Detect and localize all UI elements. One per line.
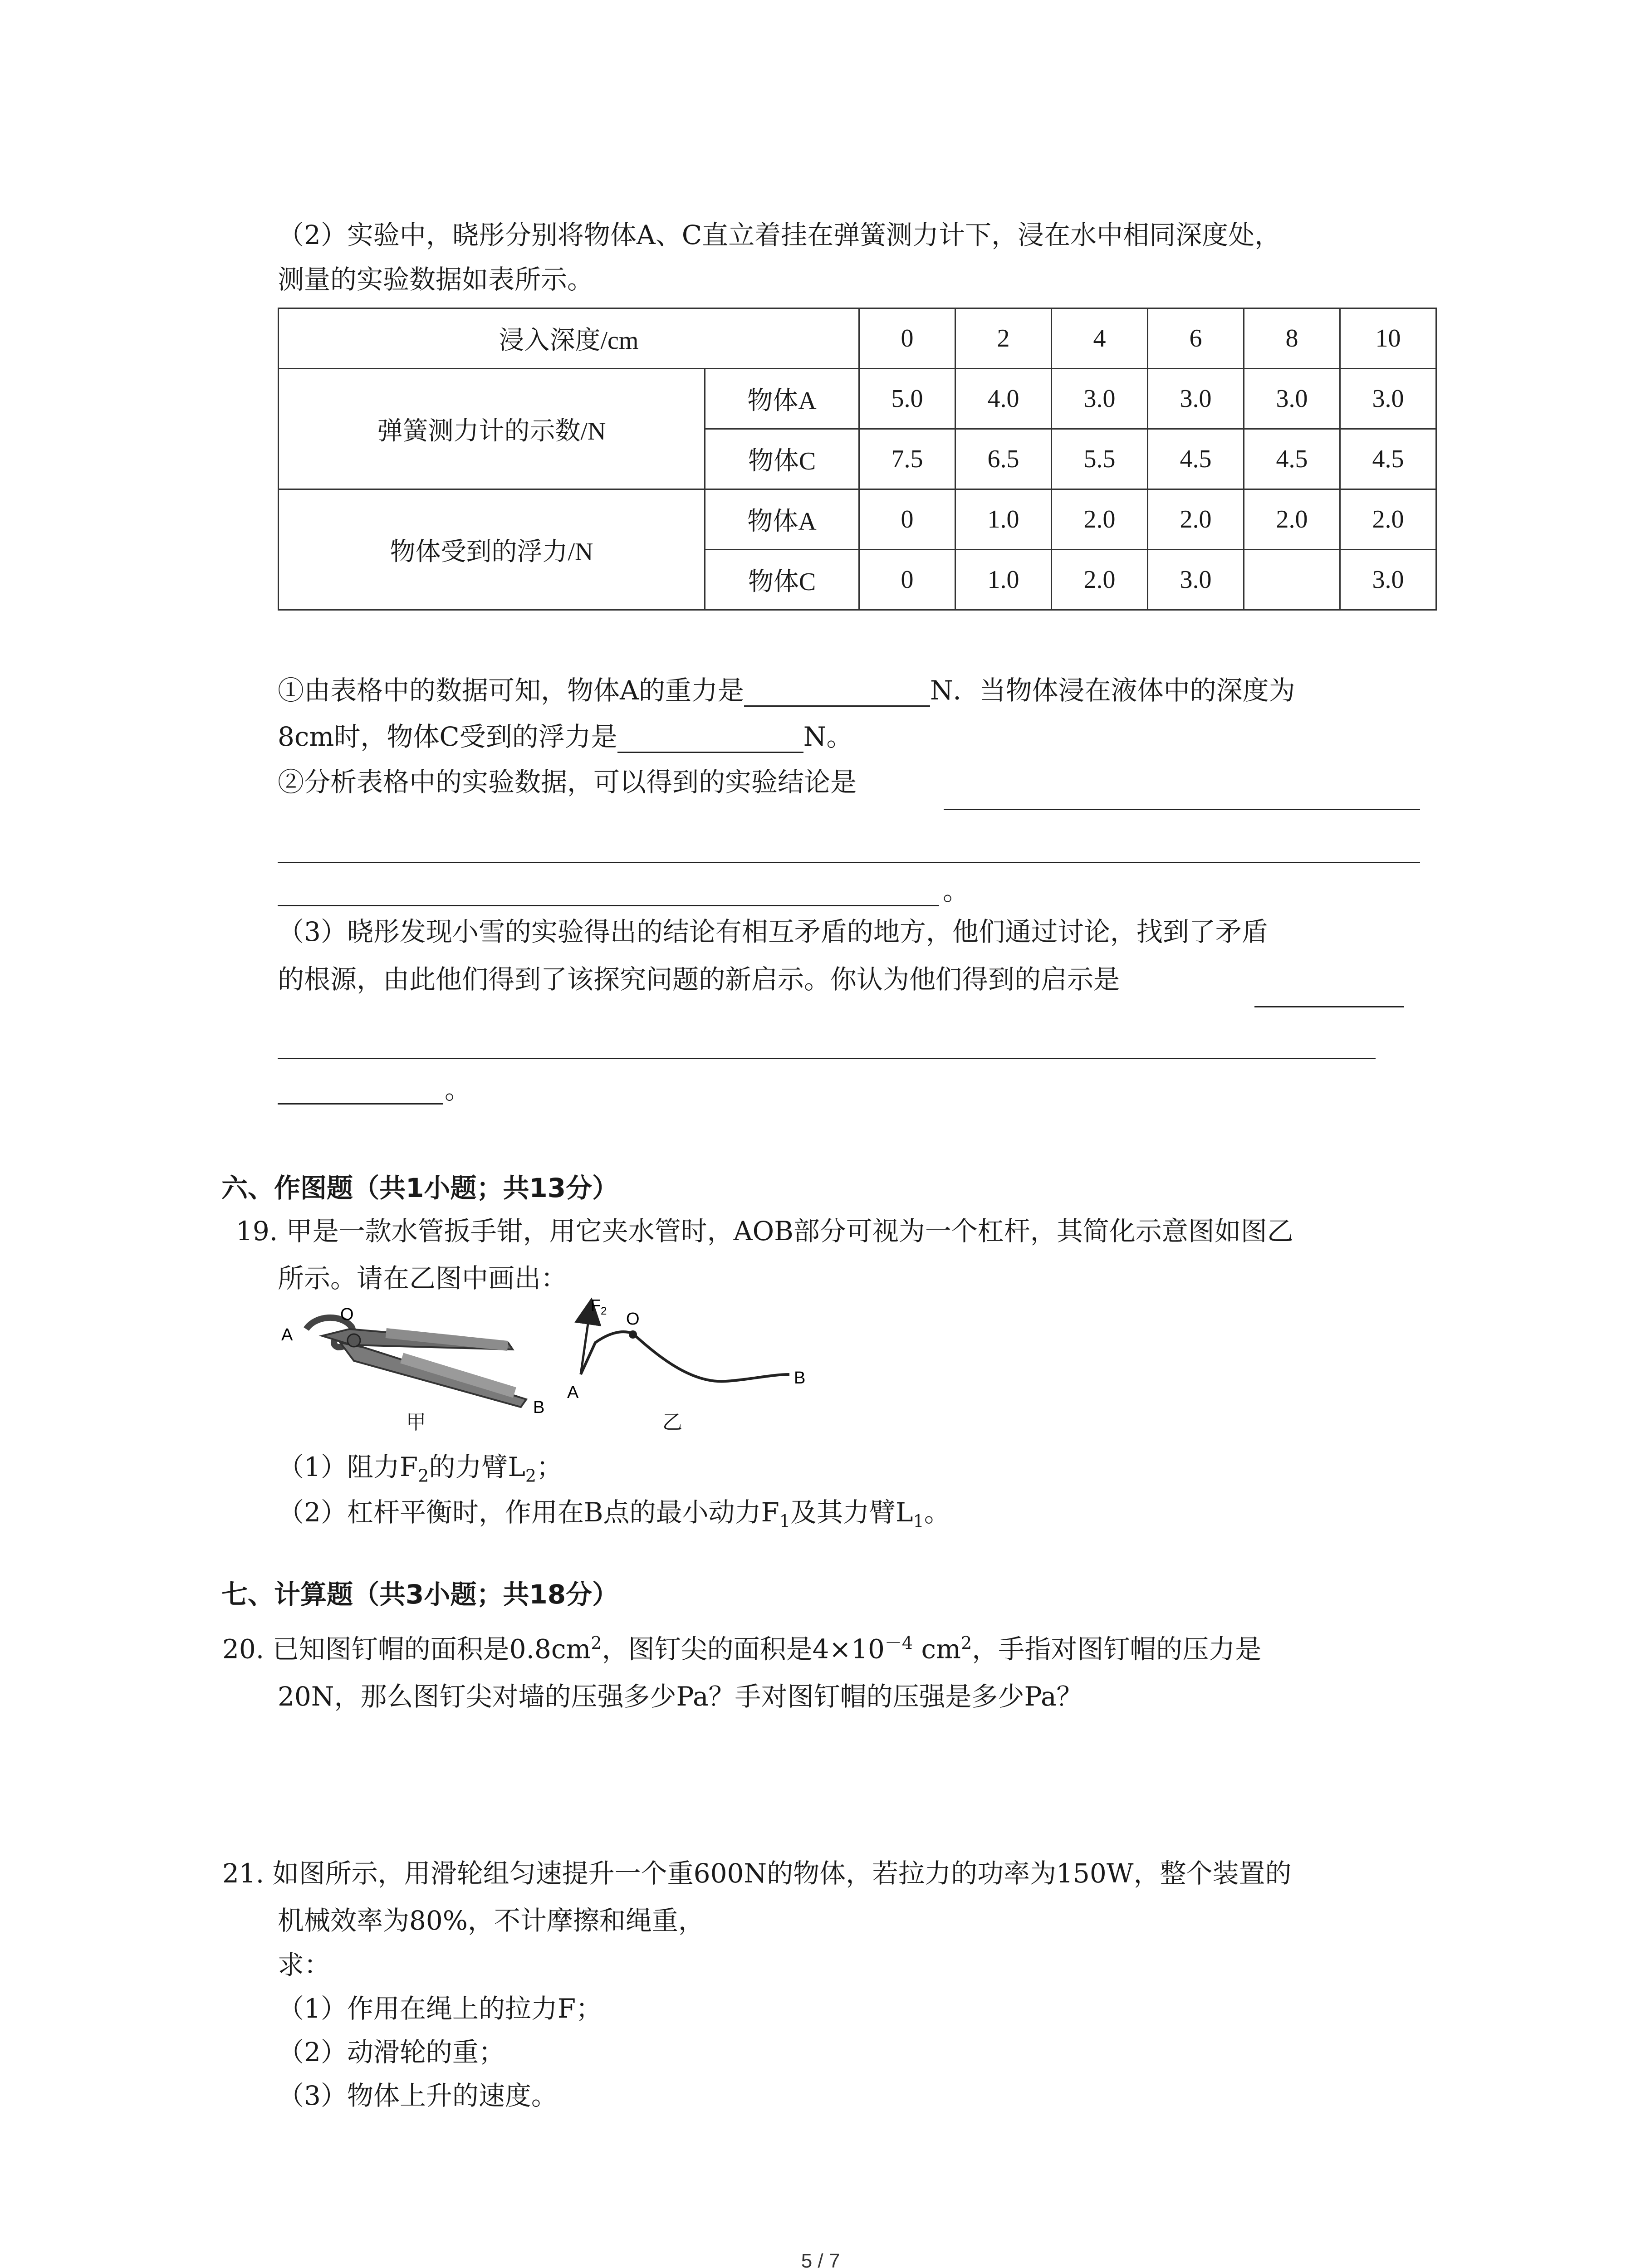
table-row — [279, 369, 1436, 429]
object-c-label: 物体C — [705, 550, 859, 610]
conclusion-period: 。 — [943, 875, 970, 906]
lever-diagram-figure — [558, 1293, 821, 1424]
table-header-row — [279, 308, 1436, 369]
q18-part3-line1: （3）晓彤发现小雪的实验得出的结论有相互矛盾的地方，他们通过讨论，找到了矛盾 — [278, 916, 1268, 947]
table-cell: 3.0 — [1148, 369, 1244, 429]
table-cell: 4.0 — [955, 369, 1052, 429]
q19-line2: 所示。请在乙图中画出： — [278, 1263, 568, 1294]
q18-part2-intro-line2: 测量的实验数据如表所示。 — [278, 264, 594, 295]
f2-label: $F_2$ — [591, 1296, 607, 1317]
q19-line1: 19. 甲是一款水管扳手钳，用它夹水管时，AOB部分可视为一个杠杆，其简化示意图如图乙 — [236, 1216, 1293, 1246]
section6-heading: 六、作图题（共1小题；共13分） — [221, 1173, 619, 1203]
answer-blank-conclusion-1[interactable] — [944, 809, 1420, 810]
table-cell: 4.5 — [1340, 429, 1436, 489]
wrench-label-o: O — [340, 1305, 354, 1324]
depth-cell: 8 — [1244, 308, 1340, 369]
q21-sub3: （3）物体上升的速度。 — [278, 2080, 558, 2111]
table-cell: 3.0 — [1340, 550, 1436, 610]
q18-sub1-line1 — [278, 675, 1295, 707]
q21-ask: 求： — [278, 1950, 331, 1980]
q18-sub2-line: ②分析表格中的实验数据，可以得到的实验结论是 — [278, 767, 857, 797]
page-number: 5 / 7 — [801, 2250, 840, 2268]
depth-cell: 0 — [859, 308, 955, 369]
table-cell: 2.0 — [1052, 550, 1148, 610]
table-cell: 6.5 — [955, 429, 1052, 489]
answer-blank-insight-2[interactable] — [278, 1058, 1376, 1059]
wrench-label-b: B — [533, 1398, 545, 1417]
table-cell: 3.0 — [1340, 369, 1436, 429]
table-cell: 1.0 — [955, 550, 1052, 610]
wrench-label-a: A — [281, 1325, 293, 1344]
pipe-wrench-icon — [306, 1318, 526, 1407]
q19-sub1: （1）阻力$F_2$的力臂$L_2$； — [278, 1452, 563, 1486]
table-cell: 1.0 — [955, 489, 1052, 550]
object-c-label: 物体C — [705, 429, 859, 489]
answer-blank-conclusion-2[interactable] — [278, 862, 1420, 863]
depth-cell: 6 — [1148, 308, 1244, 369]
buoyancy-label: 物体受到的浮力/N — [279, 489, 705, 610]
q18-sub1-text-c: 8cm时，物体C受到的浮力是 — [278, 721, 617, 752]
depth-cell: 2 — [955, 308, 1052, 369]
q18-sub1-text-a: ①由表格中的数据可知，物体A的重力是 — [278, 675, 744, 706]
answer-blank-weight-a[interactable] — [744, 681, 930, 707]
table-cell: 4.5 — [1244, 429, 1340, 489]
table-cell: 0 — [859, 489, 955, 550]
q21-line1: 21. 如图所示，用滑轮组匀速提升一个重600N的物体，若拉力的功率为150W，整个装置的 — [222, 1858, 1292, 1889]
table-cell: 3.0 — [1244, 369, 1340, 429]
lever-label-o: O — [626, 1310, 640, 1329]
q19-sub2: （2）杠杆平衡时，作用在B点的最小动力$F_1$及其力臂$L_1$。 — [278, 1497, 950, 1531]
answer-blank-conclusion-3[interactable] — [278, 905, 939, 906]
lever-label-a: A — [567, 1383, 579, 1402]
figure-yi-caption: 乙 — [662, 1411, 682, 1434]
lever-curve — [581, 1332, 789, 1381]
table-cell: 2.0 — [1148, 489, 1244, 550]
object-a-label: 物体A — [705, 369, 859, 429]
answer-blank-insight-1[interactable] — [1254, 1006, 1404, 1007]
table-cell: 7.5 — [859, 429, 955, 489]
q20-line1: 20. 已知图钉帽的面积是$0.8cm^2$，图钉尖的面积是$4\times 10^{-4}$ $cm^2$，手指对图钉帽的压力是 — [222, 1633, 1262, 1665]
table-cell: 5.0 — [859, 369, 955, 429]
q21-sub1: （1）作用在绳上的拉力F； — [278, 1993, 603, 2024]
table-cell: 0 — [859, 550, 955, 610]
q18-sub1-text-b: N．当物体浸在液体中的深度为 — [930, 675, 1295, 706]
depth-cell: 10 — [1340, 308, 1436, 369]
figure-jia-caption: 甲 — [406, 1411, 426, 1434]
answer-blank-buoyancy-c[interactable] — [617, 727, 803, 753]
q18-part2-intro-line1: （2）实验中，晓彤分别将物体A、C直立着挂在弹簧测力计下，浸在水中相同深度处， — [278, 220, 1281, 250]
q18-sub1-line2 — [278, 721, 853, 753]
q18-part3-line2: 的根源，由此他们得到了该探究问题的新启示。你认为他们得到的启示是 — [278, 964, 1120, 995]
table-cell: 4.5 — [1148, 429, 1244, 489]
insight-period: 。 — [445, 1074, 471, 1105]
answer-blank-insight-3[interactable] — [278, 1103, 443, 1105]
table-cell: 3.0 — [1148, 550, 1244, 610]
table-cell: 2.0 — [1340, 489, 1436, 550]
table-cell-empty — [1244, 550, 1340, 610]
depth-cell: 4 — [1052, 308, 1148, 369]
q21-line2: 机械效率为80%，不计摩擦和绳重， — [278, 1905, 705, 1936]
experiment-data-table — [278, 308, 1437, 611]
object-a-label: 物体A — [705, 489, 859, 550]
table-cell: 2.0 — [1052, 489, 1148, 550]
spring-reading-label: 弹簧测力计的示数/N — [279, 369, 705, 489]
fulcrum-point — [629, 1330, 637, 1339]
depth-header: 浸入深度/cm — [279, 308, 859, 369]
q20-line2: 20N，那么图钉尖对墙的压强多少Pa？手对图钉帽的压强是多少Pa？ — [278, 1681, 1083, 1712]
lever-label-b: B — [794, 1369, 806, 1388]
table-row — [279, 489, 1436, 550]
table-cell: 2.0 — [1244, 489, 1340, 550]
table-cell: 3.0 — [1052, 369, 1148, 429]
table-cell: 5.5 — [1052, 429, 1148, 489]
section7-heading: 七、计算题（共3小题；共18分） — [221, 1579, 619, 1610]
q21-sub2: （2）动滑轮的重； — [278, 2037, 505, 2068]
q18-sub1-text-d: N。 — [803, 721, 853, 752]
